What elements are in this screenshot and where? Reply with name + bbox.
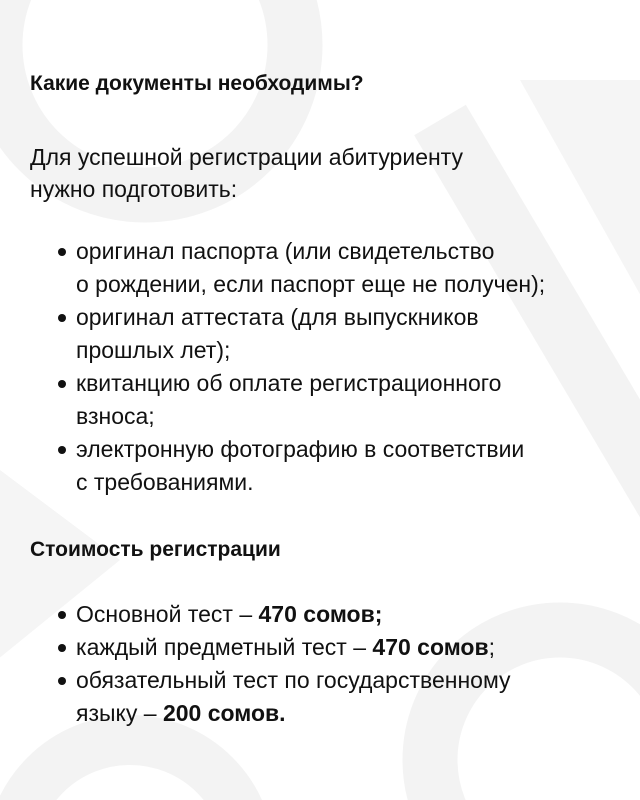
item-line: оригинал паспорта (или свидетельство bbox=[76, 238, 495, 264]
list-item bbox=[30, 433, 630, 499]
documents-list bbox=[30, 235, 630, 499]
list-item bbox=[30, 664, 630, 730]
cost-heading: Стоимость регистрации bbox=[30, 538, 281, 561]
list-item bbox=[30, 301, 630, 367]
fee-label: каждый предметный тест – bbox=[76, 634, 373, 660]
documents-heading: Какие документы необходимы? bbox=[30, 72, 364, 95]
bullet-icon bbox=[58, 248, 66, 256]
bullet-icon bbox=[58, 380, 66, 388]
bullet-icon bbox=[58, 314, 66, 322]
list-item bbox=[30, 631, 630, 664]
item-line: с требованиями. bbox=[76, 469, 254, 495]
fee-label: языку – bbox=[76, 700, 163, 726]
bullet-icon bbox=[58, 611, 66, 619]
documents-intro bbox=[30, 141, 620, 205]
list-item bbox=[30, 598, 630, 631]
item-line: электронную фотографию в соответствии bbox=[76, 436, 525, 462]
bullet-icon bbox=[58, 446, 66, 454]
list-item bbox=[30, 367, 630, 433]
item-line: оригинал аттестата (для выпускников bbox=[76, 304, 479, 330]
item-line: квитанцию об оплате регистрационного bbox=[76, 370, 502, 396]
fee-price: 200 сомов. bbox=[162, 700, 286, 726]
fee-label: Основной тест – bbox=[76, 601, 259, 627]
fee-suffix: ; bbox=[488, 634, 495, 660]
intro-line-2: нужно подготовить: bbox=[30, 176, 238, 202]
fee-price: 470 сомов bbox=[372, 634, 489, 660]
bullet-icon bbox=[58, 677, 66, 685]
item-line: о рождении, если паспорт еще не получен); bbox=[76, 271, 546, 297]
bullet-icon bbox=[58, 644, 66, 652]
fee-price: 470 сомов; bbox=[258, 601, 383, 627]
fee-label-line1: обязательный тест по государственному bbox=[76, 667, 511, 693]
item-line: прошлых лет); bbox=[76, 337, 231, 363]
list-item bbox=[30, 235, 630, 301]
intro-line-1: Для успешной регистрации абитуриенту bbox=[30, 144, 463, 170]
decor-circle-bottom-left bbox=[10, 740, 250, 800]
item-line: взноса; bbox=[76, 403, 155, 429]
cost-list bbox=[30, 598, 630, 730]
